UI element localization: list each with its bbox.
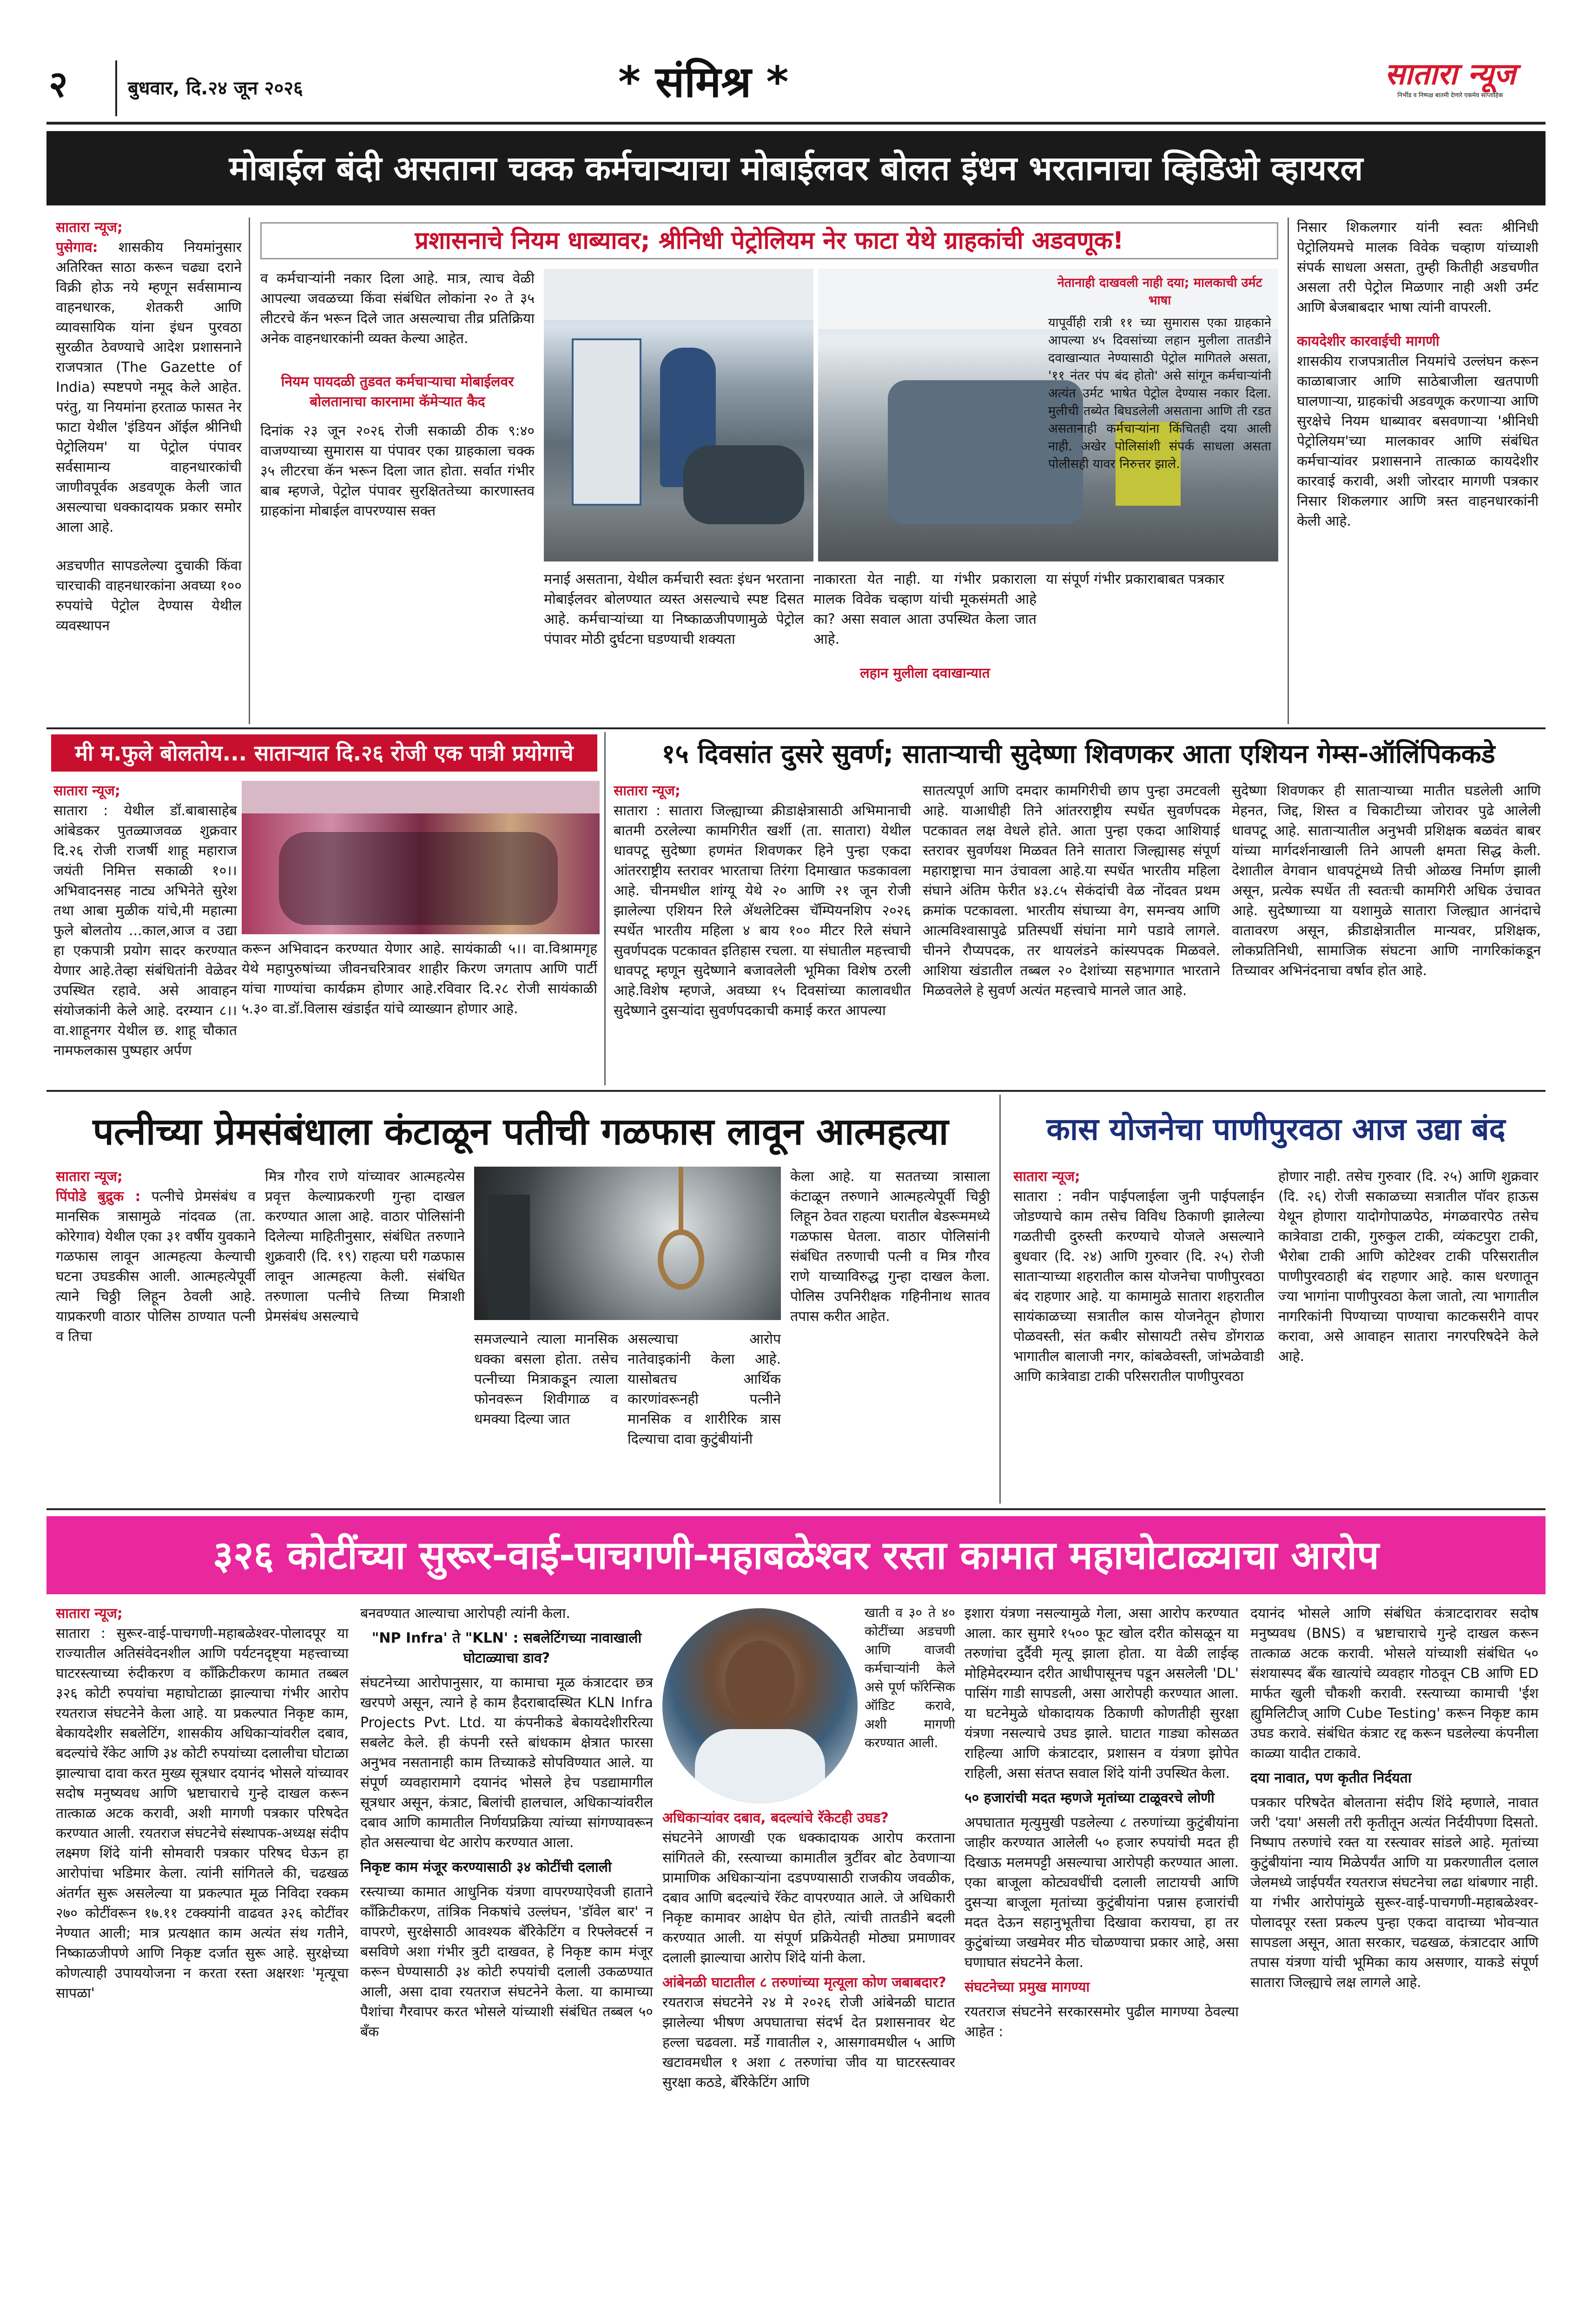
s6-text-c5b: पत्रकार परिषदेत बोलताना संदीप शिंदे म्हणाले, नावात जरी 'दया' असली तरी कृतीतून अत्यंत निर्दयीपणा दिसतो. निष्पाप तरुणांचे रक्त या रस्त्यावर सांडले आहे. मृतांच्या कुटुंबीयांना न्याय मिळेपर्यंत आणि या प्रकरणातील दलाल जेलमध्ये जाईपर्यंत रयतराज संघटनेचा लढा थांबणार नाही. या गंभीर आरोपांमुळे सुरूर-वाई-पाचगणी-महाबळेश्वर-पोलादपूर रस्ता प्रकल्प पुन्हा एकदा वादाच्या भोवऱ्यात सापडला असून, आता सरकार, चढखळ, कंत्राटदार आणि तपास यंत्रणा यांची भूमिका काय असणार, याकडे संपूर्ण सातारा जिल्ह्याचे लक्ष लागले आहे.: [1250, 1795, 1539, 1991]
s3-col1: [614, 781, 911, 1083]
s6-col3: [662, 1808, 955, 2310]
s1-dateline: पुसेगाव:: [56, 239, 98, 256]
s6-text-c3c: रयतराज संघटनेने २४ मे २०२६ रोजी आंबेनळी घाटात झालेल्या भीषण अपघाताचा संदर्भ देत प्रशासनावर थेट हल्ला चढवला. मर्डे गावातील २, आसगावमधील ५ आणि खटावमधील १ अशा ८ तरुणांचा जीव या घाटरस्त्यावर सुरक्षा कठडे, बॅरिकेटिंग आणि: [662, 1994, 955, 2091]
pump-canopy: [544, 269, 813, 320]
s6-subhead6: संघटनेच्या प्रमुख मागण्या: [964, 1979, 1090, 1995]
brand-logo: [1343, 58, 1557, 99]
s1-subhead2: नियम पायदळी तुडवत कर्मचाऱ्याचा मोबाईलवर बोलतानाचा कारनामा कॅमेऱ्यात कैद: [281, 374, 514, 410]
col-divider: [999, 1095, 1001, 1504]
s5-col2: [1278, 1167, 1539, 1501]
stage-banner: [242, 781, 600, 813]
s1-subhead: प्रशासनाचे नियम धाब्यावर; श्रीनिधी पेट्रोलियम नेर फाटा येथे ग्राहकांची अडवणूक!: [260, 222, 1278, 259]
s6-text-c3b: संघटनेने आणखी एक धक्कादायक आरोप करताना सांगितले की, रस्त्याच्या कामातील त्रुटींवर बोट ठेवणाऱ्या प्रामाणिक अधिकाऱ्यांना दडपण्यासाठी राजकीय जवळीक, दबाव आणि बदल्यांचे रॅकेट वापरण्यात आले. जे अधिकारी निकृष्ट कामावर आक्षेप घेत होते, त्यांची तातडीने बदली करण्यात आली. या संपूर्ण प्रक्रियेतही मोठ्या प्रमाणावर दलाली झाल्याचा आरोप शिंदे यांनी केला.: [662, 1830, 955, 1966]
s4-col1: [56, 1167, 256, 1501]
s1-subhead3: लहान मुलीला दवाखान्यात: [860, 665, 990, 681]
s2-text-c1: सातारा : येथील डॉ.बाबासाहेब आंबेडकर पुतळ्याजवळ शुक्रवार दि.२६ रोजी राजर्षी शाहू महाराज जयंती निमित्त सकाळी १०।। अभिवादनसह नाट्य अभिनेते सुरेश तथा आबा मुळीक यांचे,मी महात्मा फुले बोलतोय ...काल,आज व उद्या हा एकपात्री प्रयोग सादर करण्यात येणार आहे.तेव्हा संबंधितांनी वेळेवर उपस्थित रहावे. असे आवाहन संयोजकांनी केले आहे. दरम्यान ८।। वा.शाहूनगर येथील छ. शाहू चौकात नामफलकास पुष्पहार अर्पण: [53, 803, 237, 1059]
s6-subhead2: निकृष्ट काम मंजूर करण्यासाठी ३४ कोटींची दलाली: [360, 1859, 612, 1875]
s6-subhead1: "NP Infra' ते "KLN' : सबलेटिंगच्या नावाखाली घोटाळ्याचा डाव?: [371, 1630, 642, 1666]
fuel-dispenser: [572, 338, 641, 506]
s4-dateline: पिंपोडे बुद्रुक :: [56, 1188, 141, 1205]
s6-subhead5: ५० हजारांची मदत म्हणजे मृतांच्या टाळूवरचे लोणी: [964, 1790, 1215, 1806]
s2-photo-felicitation: [242, 781, 600, 934]
section-rule: [46, 727, 1546, 729]
s3-text-c3: सुदेष्णा शिवणकर ही साताऱ्याच्या मातीत घडलेली आणि मेहनत, जिद्द, शिस्त व चिकाटीच्या जोरावर पुढे आलेली धावपटू आहे. साताऱ्यातील अनुभवी प्रशिक्षक बळवंत बाबर यांच्या मार्गदर्शनाखाली तिने आपली क्षमता सिद्ध केली. देशातील वेगवान धावपटूंमध्ये तिची ओळख निर्माण झाली असून, प्रत्येक स्पर्धेत ती स्वतःची कामगिरी अधिक उंचावत आहे. सुदेष्णाच्या या यशामुळे सातारा जिल्ह्यात आनंदाचे वातावरण असून, क्रीडाक्षेत्रातील मान्यवर, प्रशिक्षक, लोकप्रतिनिधी, सामाजिक संघटना आणि नागरिकांकडून तिच्यावर अभिनंदनाचा वर्षाव होत आहे.: [1232, 783, 1541, 979]
speaker-head: [725, 1641, 795, 1724]
section-rule: [46, 1508, 1546, 1510]
s2-headline: मी म.फुले बोलतोय... साताऱ्यात दि.२६ रोजी एक पात्री प्रयोगाचे: [51, 734, 597, 772]
s3-byline: सातारा न्यूज;: [614, 783, 680, 799]
s1-text-c3: मनाई असताना, येथील कर्मचारी स्वतः इंधन भरताना मोबाईलवर बोलण्यात व्यस्त असल्याचे स्पष्ट दिसत आहे. कर्मचाऱ्यांच्या या निष्काळजीपणामुळे पेट्रोल पंपावर मोठी दुर्घटना घडण्याची शक्यता: [544, 571, 804, 647]
issue-date: बुधवार, दि.२४ जून २०२६: [128, 78, 303, 99]
s4-byline: सातारा न्यूज;: [56, 1169, 123, 1185]
s6-text-c2a: बनवण्यात आल्याचा आरोपही त्यांनी केला.: [360, 1605, 570, 1622]
noose-loop-icon: [658, 1229, 704, 1290]
s6-text-c2c: रस्त्याच्या कामात आधुनिक यंत्रणा वापरण्याऐवजी हाताने काँक्रिटीकरण, तांत्रिक निकषांचे उल्लंघन, 'डॉवेल बार' न वापरणे, सुरक्षेसाठी आवश्यक बॅरिकेटिंग व रिफ्लेक्टर्स न बसविणे अशा गंभीर त्रुटी दाखवत, हे निकृष्ट काम मंजूर करून घेण्यासाठी ३४ कोटी रुपयांची दलाली उकळण्यात आली, असा दावा रयतराज संघटनेने केला. या कामाच्या पैशांचा गैरवापर करत भोसले यांच्याशी संबंधित तब्बल ५० बँक: [360, 1884, 653, 2040]
section-rule: [46, 1090, 1546, 1092]
s1-headline: मोबाईल बंदी असताना चक्क कर्मचाऱ्याचा मोबाईलवर बोलत इंधन भरतानाचा व्हिडिओ व्हायरल: [46, 131, 1546, 205]
s1-col5: [1046, 569, 1278, 724]
s2-byline: सातारा न्यूज;: [53, 783, 120, 799]
s3-col3: [1232, 781, 1541, 1083]
s5-col1: [1013, 1167, 1264, 1501]
s1-byline: सातारा न्यूज;: [56, 219, 123, 236]
s3-headline: १५ दिवसांत दुसरे सुवर्ण; साताऱ्याची सुदेष्णा शिवणकर आता एशियन गेम्स-ऑलिंपिककडे: [661, 739, 1495, 769]
s1-text-c6a: निसार शिकलगार यांनी स्वतः श्रीनिधी पेट्रोलियमचे मालक विवेक चव्हाण यांच्याशी संपर्क साधला असता, तुम्ही कितीही अडचणीत असला तरी पेट्रोल मिळणार नाही अशी उर्मट आणि बेजबाबदार भाषा त्यांनी वापरली.: [1297, 219, 1539, 316]
s1-text-c2a: व कर्मचाऱ्यांनी नकार दिला आहे. मात्र, त्याच वेळी आपल्या जवळच्या किंवा संबंधित लोकांना २० ते ३५ लीटरचे कॅन भरून दिले जात असल्याचा तीव्र प्रतिक्रिया अनेक वाहनधारकांनी व्यक्त केल्या आहेत.: [260, 271, 535, 347]
s2-col1: [53, 781, 237, 1083]
s6-headline: ३२६ कोटींच्या सुरूर-वाई-पाचगणी-महाबळेश्वर रस्ता कामात महाघोटाळ्याचा आरोप: [46, 1516, 1546, 1594]
s6-col4: [964, 1604, 1239, 2310]
rope-icon: [679, 1167, 683, 1232]
brand-tagline: निर्भीड व निष्पक्ष बातमी देणारे एकमेव साप्ताहिक: [1397, 92, 1503, 99]
s4-text-c2: मित्र गौरव राणे यांच्यावर आत्महत्येस प्रवृत्त केल्याप्रकरणी गुन्हा दाखल करण्यात आला आहे. वाठार पोलिसांनी दिलेल्या माहितीनुसार, संबंधित तरुणाने शुक्रवारी (दि. १९) राहत्या घरी गळफास लावून आत्महत्या केली. संबंधित तरुणाला पत्नीचे तिच्या मित्राशी प्रेमसंबंध असल्याचे: [265, 1169, 465, 1325]
col-divider: [249, 218, 250, 724]
s4-col4: [628, 1329, 781, 1501]
s1-subhead5: कायदेशीर कारवाईची मागणी: [1297, 333, 1440, 350]
col-divider: [1288, 218, 1289, 724]
s6-text-c5a: दयानंद भोसले आणि संबंधित कंत्राटदारावर सदोष मनुष्यवध (BNS) व भ्रष्टाचाराचे गुन्हे दाखल करून तात्काळ अटक करावी. भोसले यांच्याशी संबंधित ५० संशयास्पद बँक खात्यांचे व्यवहार गोठवून CB आणि ED मार्फत खुली चौकशी करावी. रस्त्याच्या कामाची 'ईश ह्युमिलिटीज् आणि Cube Testing' करून निकृष्ट काम उघड करावे. संबंधित कंत्राट रद्द करून घडलेल्या कंपनीला काळ्या यादीत टाकावे.: [1250, 1605, 1539, 1762]
s4-text-c3: समजल्याने त्याला मानसिक धक्का बसला होता. तसेच पत्नीच्या मित्राकडून त्याला फोनवरून शिवीगाळ व धमक्या दिल्या जात: [474, 1331, 618, 1427]
s1-col2: [260, 269, 535, 724]
s4-text-c1: पत्नीचे प्रेमसंबंध व मानसिक त्रासामुळे नांदवळ (ता. कोरेगाव) येथील एका ३१ वर्षीय युवकाने गळफास लावून आत्महत्या केल्याची घटना उघडकीस आली. आत्महत्येपूर्वी त्याने चिठ्ठी लिहून ठेवली आहे. याप्रकरणी वाठार पोलिस ठाण्यात पत्नी व तिचा: [56, 1188, 256, 1345]
s3-text-c2: सातत्यपूर्ण आणि दमदार कामगिरीची छाप पुन्हा उमटवली आहे. याआधीही तिने आंतरराष्ट्रीय स्पर्धेत सुवर्णपदक पटकावत लक्ष वेधले होते. आता पुन्हा एकदा आशियाई स्तरावर सुवर्णयश मिळवत तिने सातारा जिल्ह्यासह संपूर्ण महाराष्ट्राचा मान उंचावला आहे.या स्पर्धेत भारतीय महिला संघाने अंतिम फेरीत ४३.८५ सेकंदांची वेळ नोंदवत प्रथम क्रमांक पटकावला. भारतीय संघाच्या वेग, समन्वय आणि आत्मविश्वासापुढे प्रतिस्पर्धी संघांना मागे पडावे लागले. चीनने रौप्यपदक, तर थायलंडने कांस्यपदक मिळवले. आशिया खंडातील तब्बल २० देशांच्या सहभागात भारताने मिळवलेले हे सुवर्ण अत्यंत महत्त्वाचे मानले जात आहे.: [923, 783, 1220, 999]
s6-text-c4b: अपघातात मृत्युमुखी पडलेल्या ८ तरुणांच्या कुटुंबीयांना जाहीर करण्यात आलेली ५० हजार रुपयांची मदत ही दिखाऊ मलमपट्टी असल्याचा आरोपही करण्यात आला. एका बाजूला कोट्यवधींची दलाली लाटायची आणि दुसऱ्या बाजूला मृतांच्या कुटुंबीयांना पन्नास हजारांची मदत देऊन सहानुभूतीचा दिखावा करायचा, हा तर कुटुंबांच्या जखमेवर मीठ चोळण्याचा प्रकार आहे, असा घणाघात संघटनेने केला.: [964, 1815, 1239, 1971]
s6-subhead7: दया नावात, पण कृतीत निर्दयता: [1250, 1770, 1412, 1786]
s3-col2: [923, 781, 1220, 1083]
s1-text-c2b: दिनांक २३ जून २०२६ रोजी सकाळी ठीक ९:४० वाजण्याच्या सुमारास या पंपावर एका ग्राहकाला चक्क ३५ लीटरचा कॅन भरून दिला जात होता. सर्वात गंभीर बाब म्हणजे, पेट्रोल पंपावर सुरक्षिततेच्या कारणास्तव ग्राहकांना मोबाईल वापरण्यास सक्त: [260, 423, 535, 519]
s4-headline: पत्नीच्या प्रेमसंबंधाला कंटाळून पतीची गळफास लावून आत्महत्या: [92, 1110, 949, 1153]
s6-byline: सातारा न्यूज;: [56, 1605, 123, 1622]
masthead-divider: [115, 60, 117, 116]
s5-text-c2: होणार नाही. तसेच गुरुवार (दि. २५) आणि शुक्रवार (दि. २६) रोजी सकाळच्या सत्रातील पॉवर हाऊस येथून होणारा यादोगोपाळपेठ, मंगळवारपेठ तसेच कात्रेवाडा टाकी, गुरुकुल टाकी, व्यंकटपुरा टाकी, भैरोबा टाकी आणि कोटेश्वर टाकी परिसरातील पाणीपुरवठाही बंद राहणार आहे. कास धरणातून ज्या भागांना पाणीपुरवठा केला जातो, त्या भागातील नागरिकांनी पिण्याच्या पाण्याचा काटकसरीने वापर करावा, असे आवाहन सातारा नगरपरिषदेने केले आहे.: [1278, 1169, 1539, 1365]
s4-text-c5: केला आहे. या सततच्या त्रासाला कंटाळून तरुणाने आत्महत्येपूर्वी चिठ्ठी लिहून ठेवत राहत्या घरातील बेडरूममध्ये गळफास घेतला. वाठार पोलिसांनी संबंधित तरुणाची पत्नी व मित्र गौरव राणे याच्याविरुद्ध गुन्हा दाखल केला. पोलिस उपनिरीक्षक गहिनीनाथ सातव तपास करीत आहेत.: [790, 1169, 990, 1325]
s6-col1: [56, 1604, 349, 2310]
s4-col5: [790, 1167, 990, 1501]
s1-text-c5: यापूर्वीही रात्री ११ च्या सुमारास एका ग्राहकाने आपल्या ४५ दिवसांच्या लहान मुलीला तातडीने दवाखान्यात नेण्यासाठी पेट्रोल मागितले असता, '११ नंतर पंप बंद होतो' असे सांगून कर्मचाऱ्यांनी अत्यंत उर्मट भाषेत पेट्रोल देण्यास नकार दिला. मुलीची तब्येत बिघडलेली असताना आणि ती रडत असतानाही कर्मचाऱ्यांना किंचितही दया आली नाही. अखेर पोलिसांशी संपर्क साधला असता पोलीसही यावर निरुत्तर झाले.: [1048, 316, 1271, 471]
s1-text-a: शासकीय नियमांनुसार अतिरिक्त साठा करून चढ्या दराने विक्री होऊ नये म्हणून सर्वसामान्य वाहनधारक, शेतकरी आणि व्यावसायिक यांना इंधन पुरवठा सुरळीत ठेवण्याचे आदेश प्रशासनाने राजपत्रात (The Gazette of India) स्पष्टपणे नमूद केले आहेत. परंतु, या नियमांना हरताळ फासत नेर फाटा येथील 'इंडियन ऑईल श्रीनिधी पेट्रोलियम' या पेट्रोल पंपावर सर्वसामान्य वाहनधारकांची जाणीवपूर्वक अडवणूक केली जात असल्याचा धक्कादायक प्रकार समोर आला आहे.: [56, 239, 242, 535]
brand-name: सातारा न्यूज: [1385, 57, 1516, 92]
s1-col5-upper: [1048, 274, 1271, 562]
s5-text-c1: सातारा : नवीन पाईपलाईला जुनी पाईपलाईन जोडण्याचे काम तसेच विविध ठिकाणी झालेल्या गळतीची दुरुस्ती करण्याचे योजले असल्याने बुधवार (दि. २४) आणि गुरुवार (दि. २५) रोजी साताऱ्याच्या शहरातील कास योजनेचा पाणीपुरवठा बंद राहणार आहे. या कामामुळे सातारा शहरातील सायंकाळच्या सत्रातील कास योजनेतून होणारा पोळवस्ती, संत कबीर सोसायटी तसेच डोंगराळ भागातील बालाजी नगर, कांबळेवस्ती, जांभळेवाडी आणि कात्रेवाडा टाकी परिसरातील पाणीपुरवठा: [1013, 1188, 1264, 1385]
s6-subhead4: आंबेनळी घाटातील ८ तरुणांच्या मृत्यूला कोण जबाबदार?: [662, 1974, 946, 1991]
s2-text-c2: करून अभिवादन करण्यात येणार आहे. सायंकाळी ५।। वा.विश्रामगृह येथे महापुरुषांच्या जीवनचरित्रावर शाहीर किरण जगताप आणि पार्टी यांचा गाण्यांचा कार्यक्रम होणार आहे.रविवार दि.२८ रोजी सायंकाळी ५.३० वा.डॉ.विलास खंडाईत यांचे व्याख्यान होणार आहे.: [242, 941, 597, 1017]
s4-col2: [265, 1167, 465, 1501]
s1-text-c6b: शासकीय राजपत्रातील नियमांचे उल्लंघन करून काळाबाजार आणि साठेबाजीला खतपाणी घालणाऱ्या, ग्राहकांची अडवणूक करणाऱ्या आणि सुरक्षेचे नियम धाब्यावर बसवणाऱ्या 'श्रीनिधी पेट्रोलियम'च्या मालकावर आणि संबंधित कर्मचाऱ्यांवर प्रशासनाने तात्काळ कायदेशीर कारवाई करावी, अशी जोरदार मागणी पत्रकार निसार शिकलगार आणि त्रस्त वाहनधारकांनी केली आहे.: [1297, 353, 1539, 529]
s1-text-c5b: या संपूर्ण गंभीर प्रकाराबाबत पत्रकार: [1046, 571, 1225, 588]
col-divider: [604, 732, 606, 1085]
s1-text-b: अडचणीत सापडलेल्या दुचाकी किंवा चारचाकी वाहनधारकांना अवघ्या १०० रुपयांचे पेट्रोल देण्यास येथील व्यवस्थापन: [56, 558, 242, 634]
s6-text-c4c: रयतराज संघटनेने सरकारसमोर पुढील मागण्या ठेवल्या आहेत :: [964, 2004, 1239, 2040]
page-number: २: [49, 64, 68, 106]
s1-col3: [544, 569, 804, 724]
s6-text-c1: सातारा : सुरूर-वाई-पाचगणी-महाबळेश्वर-पोलादपूर या राज्यातील अतिसंवेदनशील आणि पर्यटनदृष्ट्या महत्त्वाच्या घाटरस्त्याच्या रुंदीकरण व काँक्रिटीकरण कामात तब्बल ३२६ कोटी रुपयांचा महाघोटाळा झाल्याचा गंभीर आरोप रयतराज संघटनेने केला आहे. या प्रकल्पात निकृष्ट काम, बेकायदेशीर सबलेटिंग, शासकीय अधिकाऱ्यांवरील दबाव, बदल्यांचे रॅकेट आणि ३४ कोटी रुपयांच्या दलालीचा घोटाळा झाल्याचा दावा करत मुख्य सूत्रधार दयानंद भोसले यांच्यावर सदोष मनुष्यवध आणि भ्रष्टाचाराचे गुन्हे दाखल करून तात्काळ अटक करावी, अशी मागणी पत्रकार परिषदेत करण्यात आली. रयतराज संघटनेचे संस्थापक-अध्यक्ष संदीप लक्ष्मण शिंदे यांनी सोमवारी पत्रकार परिषद घेऊन हा आरोपांचा भडिमार केला. त्यांनी सांगितले की, चढखळ अंतर्गत सुरू असलेल्या या प्रकल्पात मूळ निविदा रक्कम २७० कोटींवरून १७.११ टक्क्यांनी वाढवत ३२६ कोटींवर नेण्यात आली; मात्र प्रत्यक्षात काम अत्यंत संथ गतीने, निष्काळजीपणे आणि निकृष्ट दर्जात सुरू आहे. सुरक्षेच्या कोणत्याही उपाययोजना न करता रस्ता अक्षरशः 'मृत्यूचा सापळा': [56, 1625, 349, 2001]
s6-subhead3: अधिकाऱ्यांवर दबाव, बदल्यांचे रॅकेटही उघड?: [662, 1810, 889, 1826]
section-title: * संमिश्र *: [618, 57, 789, 107]
s1-photo-petrol-pump: [544, 269, 813, 561]
tree-silhouette: [488, 1195, 530, 1320]
s4-col3: [474, 1329, 618, 1501]
s1-col6: [1297, 218, 1539, 724]
s5-headline: कास योजनेचा पाणीपुरवठा आज उद्या बंद: [1046, 1111, 1506, 1147]
masthead-rule: [46, 122, 1546, 125]
s6-col2: [360, 1604, 653, 2310]
s1-text-c4: नाकारता येत नाही. या गंभीर प्रकाराला मालक विवेक चव्हाण यांची मूकसंमती आहे का? असा सवाल आता उपस्थित केला जात आहे.: [813, 571, 1037, 647]
s1-col1: [56, 218, 242, 724]
s6-col5: [1250, 1604, 1539, 2310]
speaker-shirt: [695, 1729, 825, 1803]
s1-col4: [813, 569, 1037, 724]
s2-col2: [242, 939, 597, 1083]
s3-text-c1: सातारा : सातारा जिल्ह्याच्या क्रीडाक्षेत्रासाठी अभिमानाची बातमी ठरलेल्या कामगिरीत खर्शी (ता. सातारा) येथील धावपटू सुदेष्णा हणमंत शिवणकर हिने पुन्हा एकदा आंतरराष्ट्रीय स्तरावर भारताचा तिरंगा दिमाखात फडकावला आहे. चीनमधील शांग्यू येथे २० आणि २१ जून रोजी झालेल्या एशियन रिले अ‍ॅथलेटिक्स चॅम्पियनशिप २०२६ स्पर्धेत भारतीय महिला ४ बाय १०० मीटर रिले संघाने सुवर्णपदक पटकावत इतिहास रचला. या संघातील महत्त्वाची धावपटू म्हणून सुदेष्णाने बजावलेली भूमिका विशेष ठरली आहे.विशेष म्हणजे, अवघ्या १५ दिवसांच्या कालावधीत सुदेष्णाने दुसऱ्यांदा सुवर्णपदकाची कमाई करत आपल्या: [614, 803, 911, 1019]
guest-figures: [279, 832, 558, 925]
s6-text-c2b: संघटनेच्या आरोपानुसार, या कामाचा मूळ कंत्राटदार छत्र खरपणे असून, त्याने हे काम हैदराबादस्थित KLN Infra Projects Pvt. Ltd. या कंपनीकडे बेकायदेशीररित्या सबलेट केले. ही कंपनी रस्ते बांधकाम क्षेत्रात फारसा अनुभव नसतानाही काम तिच्याकडे सोपविण्यात आले. या संपूर्ण व्यवहारामागे दयानंद भोसले हेच पडद्यामागील सूत्रधार असून, कंत्राट, बिलांची हालचाल, अधिकाऱ्यांवरील दबाव आणि कामातील निर्णयप्रक्रिया त्यांच्या सांगण्यावरून होत असल्याचा थेट आरोप करण्यात आला.: [360, 1675, 653, 1851]
s6-photo-speaker: [662, 1608, 858, 1803]
s5-byline: सातारा न्यूज;: [1013, 1169, 1080, 1185]
s1-subhead4: नेतानाही दाखवली नाही दया; मालकाची उर्मट भाषा: [1057, 276, 1262, 308]
s6-text-c4a: इशारा यंत्रणा नसल्यामुळे गेला, असा आरोप करण्यात आला. कार सुमारे १५०० फूट खोल दरीत कोसळून या तरुणांचा दुर्दैवी मृत्यू झाला होता. या वेळी लाईव्ह मोहिमेदरम्यान दरीत आधीपासूनच पडून असलेली 'DL' पासिंग गाडी सापडली, असा आरोपही करण्यात आला. या घटनेमुळे धोकादायक ठिकाणी कोणतीही सुरक्षा यंत्रणा नसल्याचे उघड झाले. घाटात गाड्या कोसळत राहिल्या आणि कंत्राटदार, प्रशासन व यंत्रणा झोपेत राहिली, असा संतप्त सवाल शिंदे यांनी उपस्थित केला.: [964, 1605, 1239, 1782]
s6-text-c3a: खाती व ३० ते ४० कोटींच्या अडचणी आणि वाजवी कर्मचाऱ्यांनी केले असे पूर्ण फॉरेन्सिक ऑडिट करावे, अशी मागणी करण्यात आली.: [865, 1605, 955, 1750]
s6-col3-top: [865, 1604, 955, 1803]
s4-photo-noose: [474, 1167, 781, 1320]
s4-text-c4: असल्याचा आरोप नातेवाइकांनी केला आहे. यासोबतच आर्थिक कारणांवरूनही पत्नीने मानसिक व शारीरिक त्रास दिल्याचा दावा कुटुंबीयांनी: [628, 1331, 781, 1447]
scooter: [683, 445, 804, 524]
